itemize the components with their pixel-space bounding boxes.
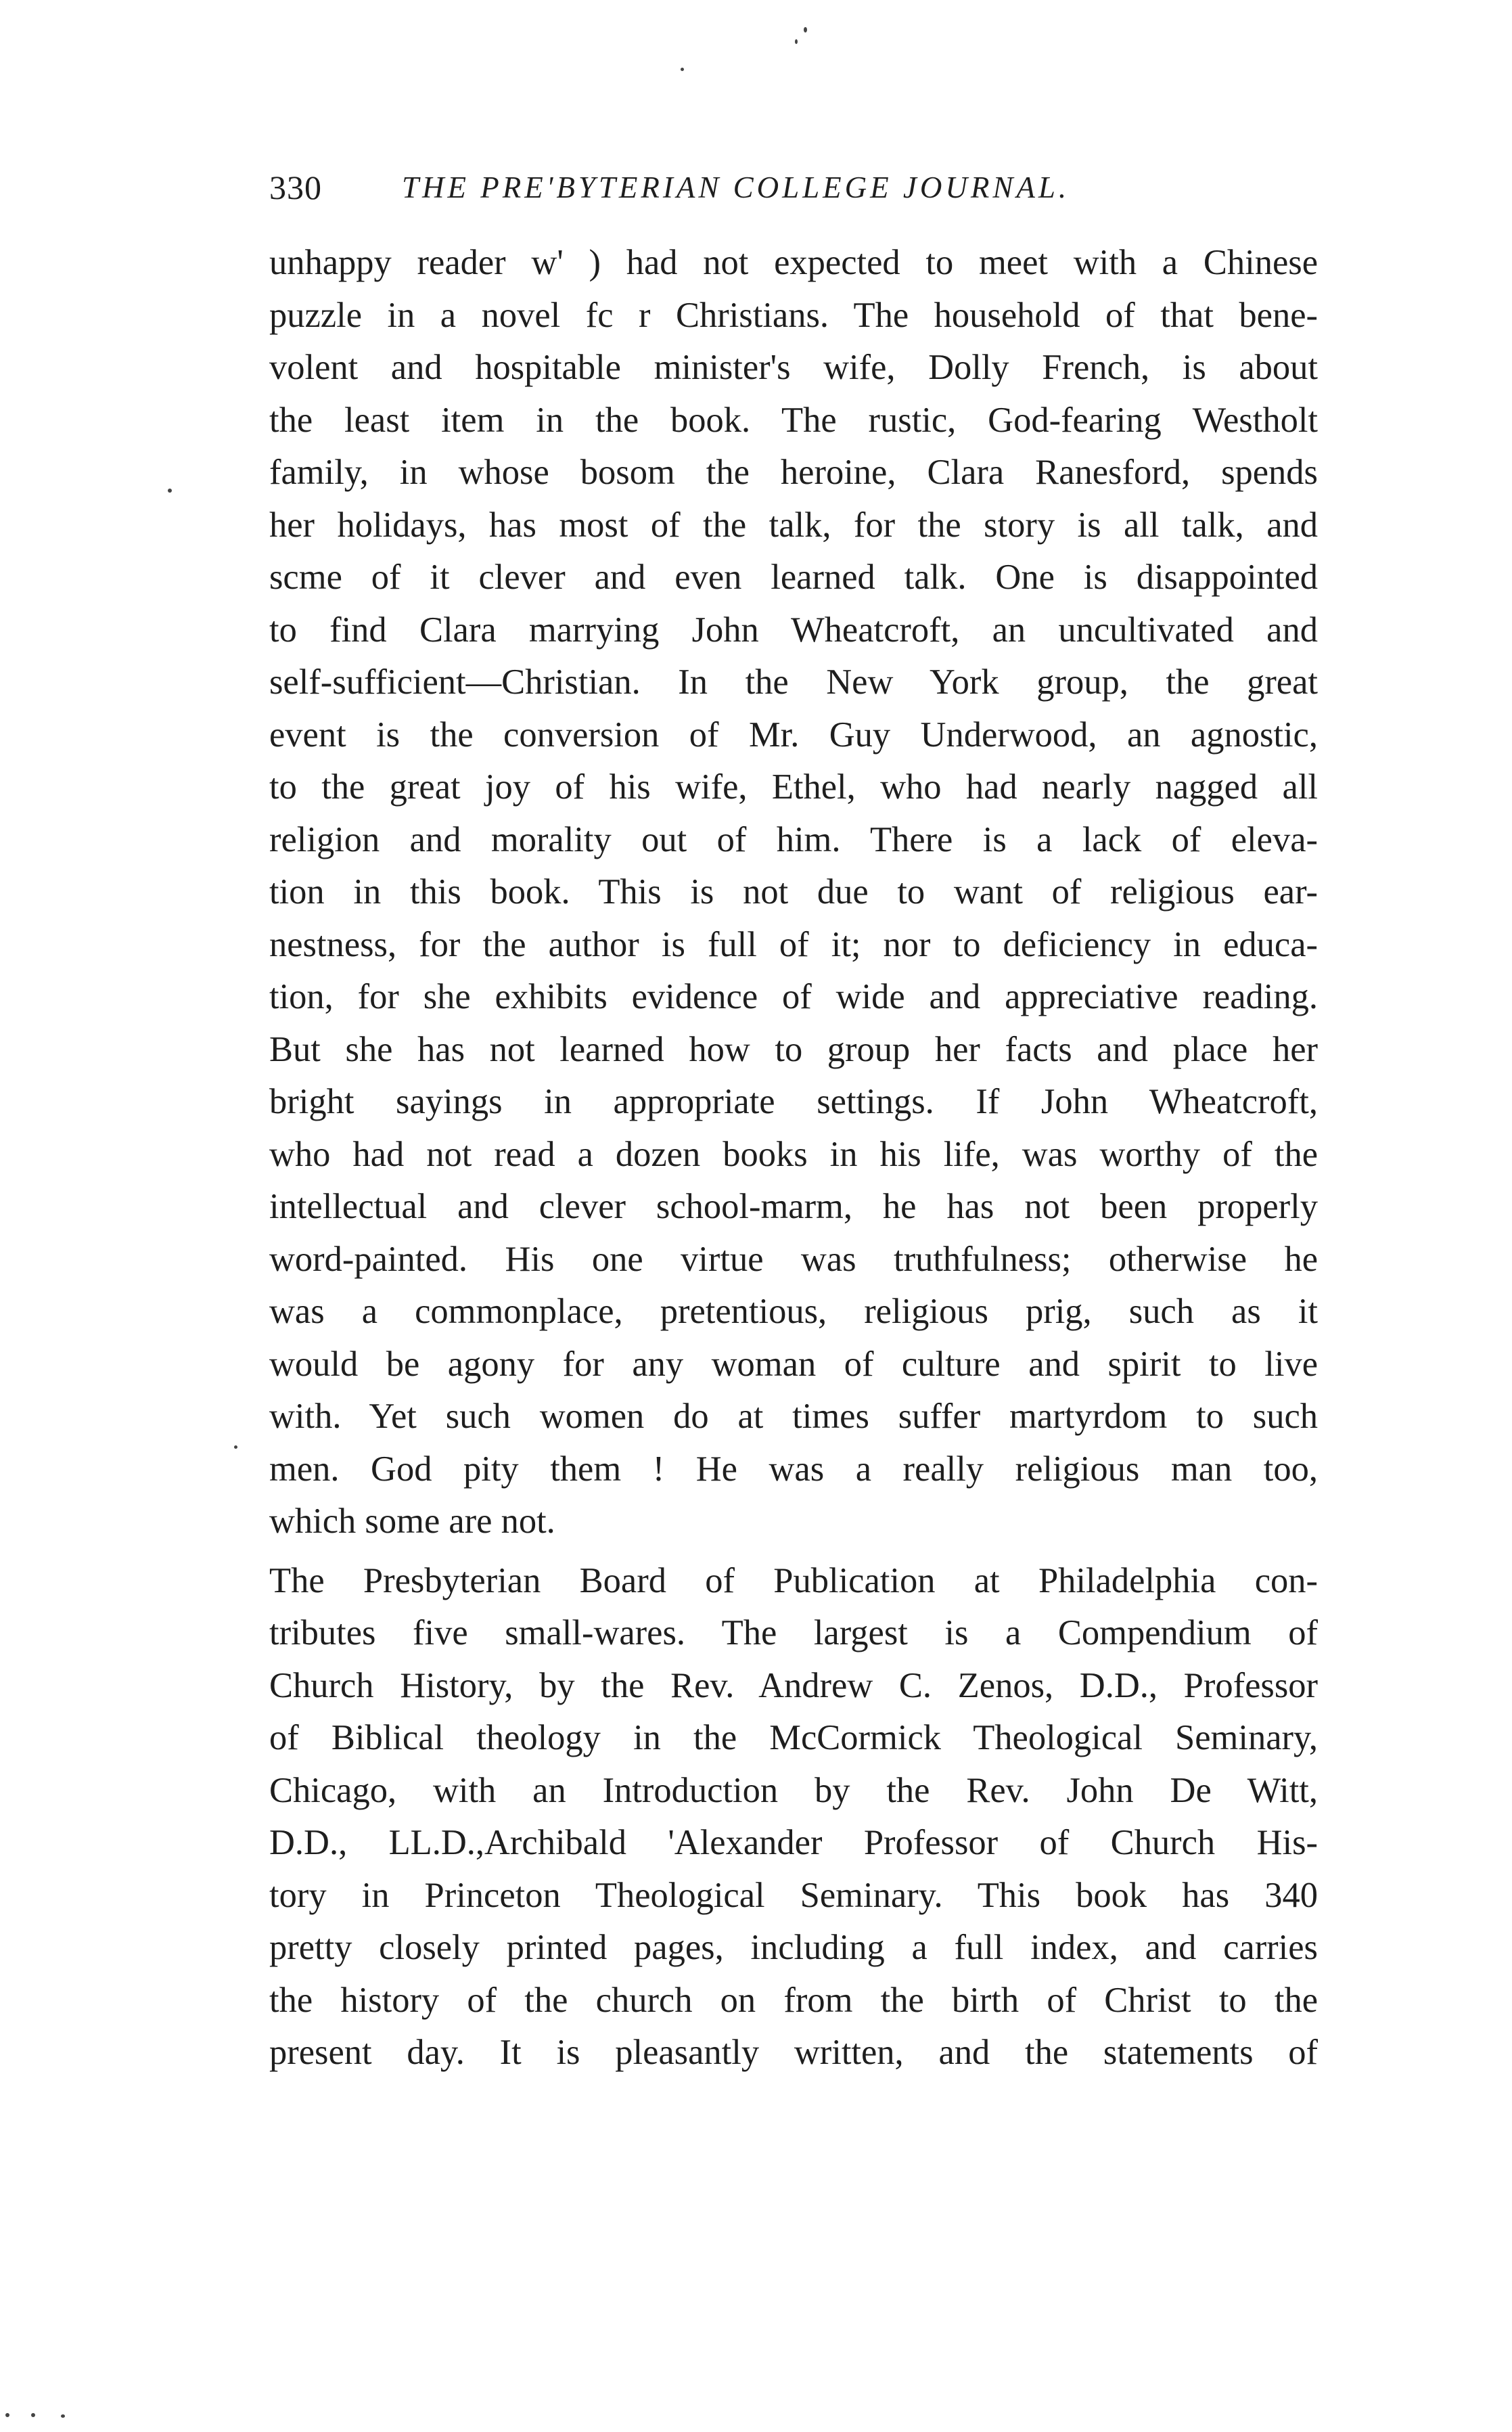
scan-speck bbox=[168, 489, 172, 493]
paragraph bbox=[269, 237, 1318, 1548]
text-line: to find Clara marrying John Wheatcroft, an uncultivated and bbox=[269, 610, 1318, 650]
scan-speck bbox=[804, 27, 807, 32]
scan-speck bbox=[234, 1445, 237, 1449]
text-line: nestness, for the author is full of it; nor to deficiency in educa- bbox=[269, 924, 1318, 964]
scan-speck bbox=[681, 68, 684, 71]
text-line: tion in this book. This is not due to want of religious ear- bbox=[269, 872, 1318, 911]
text-line: of Biblical theology in the McCormick Theological Seminary, bbox=[269, 1718, 1318, 1757]
text-line: would be agony for any woman of culture and spirit to live bbox=[269, 1344, 1318, 1384]
page-number: 330 bbox=[269, 168, 322, 206]
scan-speck bbox=[5, 2413, 9, 2417]
text-line: which some are not. bbox=[269, 1502, 555, 1541]
text-line: event is the conversion of Mr. Guy Underwood, an agnostic, bbox=[269, 715, 1318, 755]
text-line: tributes five small-wares. The largest is a Compendium of bbox=[269, 1613, 1318, 1652]
text-line: bright sayings in appropriate settings. If John Wheatcroft, bbox=[269, 1082, 1318, 1121]
text-line: puzzle in a novel fc r Christians. The household of that bene- bbox=[269, 295, 1318, 335]
text-line: with. Yet such women do at times suffer martyrdom to such bbox=[269, 1397, 1318, 1436]
text-line: the least item in the book. The rustic, God-fearing Westholt bbox=[269, 400, 1318, 440]
text-line: who had not read a dozen books in his life, was worthy of the bbox=[269, 1134, 1318, 1174]
text-line: her holidays, has most of the talk, for the story is all talk, and bbox=[269, 505, 1318, 545]
text-line: present day. It is pleasantly written, and the statements of bbox=[269, 2033, 1318, 2072]
text-line: to the great joy of his wife, Ethel, who had nearly nagged all bbox=[269, 767, 1318, 807]
running-head bbox=[269, 164, 1318, 211]
text-line: word-painted. His one virtue was truthfulness; otherwise he bbox=[269, 1239, 1318, 1279]
text-line: pretty closely printed pages, including a full index, and carries bbox=[269, 1928, 1318, 1967]
scan-speck bbox=[61, 2414, 65, 2418]
text-line: tion, for she exhibits evidence of wide and appreciative reading. bbox=[269, 977, 1318, 1016]
text-line: religion and morality out of him. There is a lack of eleva- bbox=[269, 819, 1318, 859]
text-line: scme of it clever and even learned talk. One is disappointed bbox=[269, 558, 1318, 597]
journal-title: THE PRE'BYTERIAN COLLEGE JOURNAL. bbox=[402, 171, 1070, 204]
body-text bbox=[269, 237, 1318, 2079]
text-line: self-sufficient—Christian. In the New York group, the great bbox=[269, 662, 1318, 702]
text-line: D.D., LL.D.,Archibald 'Alexander Professor of Church His- bbox=[269, 1823, 1318, 1862]
paragraph bbox=[269, 1555, 1318, 2079]
scan-speck bbox=[795, 39, 798, 44]
text-line: Chicago, with an Introduction by the Rev. John De Witt, bbox=[269, 1770, 1318, 1810]
text-line: unhappy reader w' ) had not expected to meet with a Chinese bbox=[269, 243, 1318, 282]
text-line: was a commonplace, pretentious, religious prig, such as it bbox=[269, 1292, 1318, 1331]
text-line: But she has not learned how to group her facts and place her bbox=[269, 1029, 1318, 1069]
text-line: The Presbyterian Board of Publication at Philadelphia con- bbox=[269, 1560, 1318, 1600]
text-line: Church History, by the Rev. Andrew C. Zenos, D.D., Professor bbox=[269, 1665, 1318, 1705]
scan-speck bbox=[31, 2413, 35, 2417]
text-line: family, in whose bosom the heroine, Clara Ranesford, spends bbox=[269, 453, 1318, 492]
text-line: tory in Princeton Theological Seminary. This book has 340 bbox=[269, 1875, 1318, 1915]
text-line: the history of the church on from the birth of Christ to the bbox=[269, 1980, 1318, 2020]
text-line: intellectual and clever school-marm, he has not been properly bbox=[269, 1187, 1318, 1226]
text-line: volent and hospitable minister's wife, Dolly French, is about bbox=[269, 348, 1318, 387]
text-line: men. God pity them ! He was a really religious man too, bbox=[269, 1449, 1318, 1489]
